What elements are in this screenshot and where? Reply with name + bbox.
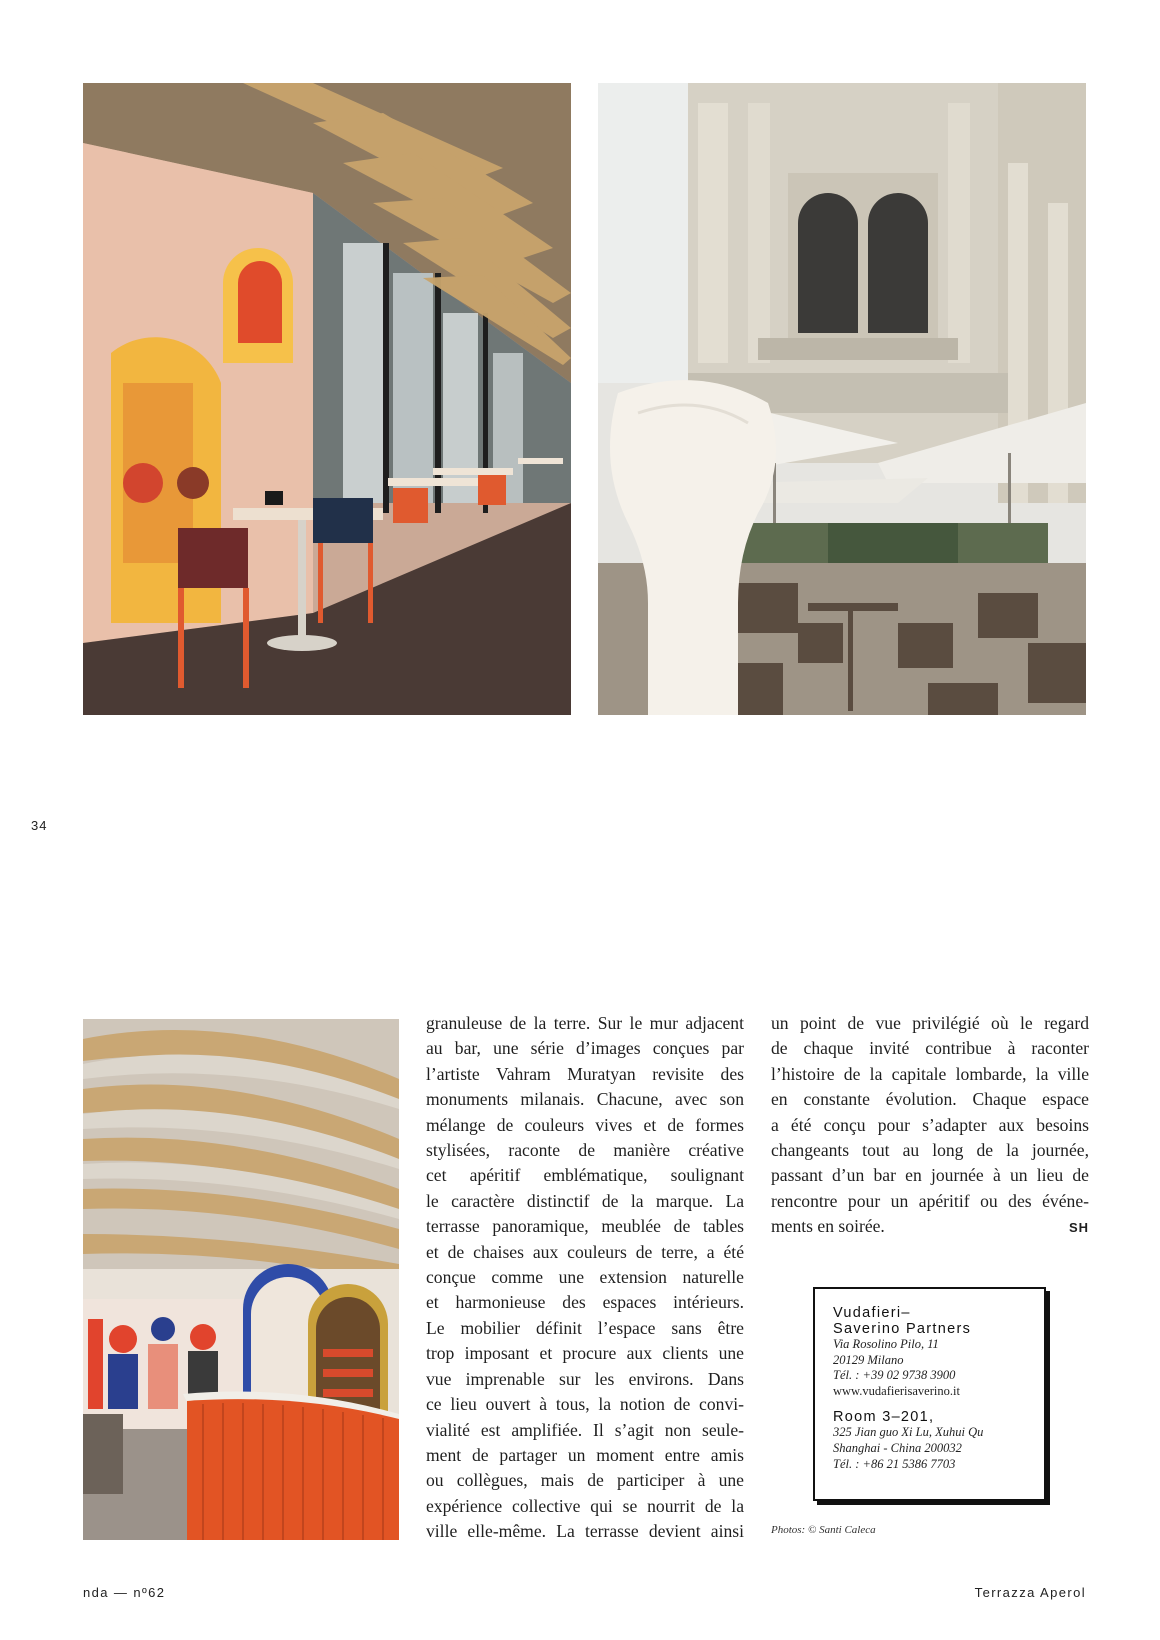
article-line: l’artiste Vahram Muratyan revisite des [426, 1063, 744, 1084]
milan-phone: Tél. : +39 02 9738 3900 [833, 1368, 956, 1383]
article-line: granuleuse de la terre. Sur le mur adjacent [426, 1013, 744, 1033]
article-line: ce lieu ouvert à tous, la notion de convi- [426, 1394, 744, 1415]
bar-counter-photo [83, 1019, 399, 1540]
article-line: rencontre pour un apéritif ou des événe- [771, 1190, 1089, 1211]
rooftop-terrace-photo [598, 83, 1086, 715]
article-line: passant d’un bar en journée à un lieu de [771, 1165, 1089, 1186]
article-line: le caractère distinctif de la marque. La [426, 1190, 744, 1211]
article-line: conçue comme une extension naturelle [426, 1267, 744, 1288]
website-link[interactable]: www.vudafierisaverino.it [833, 1383, 960, 1398]
shanghai-street: 325 Jian guo Xi Lu, Xuhui Qu [833, 1425, 984, 1440]
article-line: un point de vue privilégié où le regard [771, 1013, 1089, 1033]
article-line: l’histoire de la capitale lombarde, la ville [771, 1063, 1089, 1084]
article-line: cet apéritif emblématique, soulignant [426, 1165, 744, 1186]
photo-credit: Photos: © Santi Caleca [771, 1524, 876, 1536]
article-line: mélange de couleurs vives et de formes [426, 1114, 744, 1135]
shanghai-phone: Tél. : +86 21 5386 7703 [833, 1456, 956, 1471]
article-line: Le mobilier définit l’espace sans être [426, 1317, 744, 1338]
article-line: trop imposant et procure aux clients une [426, 1343, 744, 1364]
article-line: de chaque invité contribue à raconter [771, 1038, 1089, 1059]
shanghai-room: Room 3–201, [833, 1409, 935, 1426]
article-line: monuments milanais. Chacune, avec son [426, 1089, 744, 1110]
article-line: vue imprenable sur les environs. Dans [426, 1368, 744, 1389]
article-column-1 [426, 1011, 744, 1545]
milan-street: Via Rosolino Pilo, 11 [833, 1337, 939, 1351]
article-line: terrasse panoramique, meublée de tables [426, 1216, 744, 1237]
author-signature: SH [1068, 1220, 1089, 1236]
article-line: au bar, une série d’images conçues par [426, 1038, 744, 1059]
article-line: ou collègues, mais de participer à une [426, 1470, 744, 1491]
firm-name-line-2: Saverino Partners [833, 1321, 972, 1337]
milan-city: 20129 Milano [833, 1352, 904, 1367]
article-column-2 [771, 1011, 1089, 1241]
article-line: expérience collective qui se nourrit de la [426, 1495, 744, 1516]
article-closing-row [771, 1214, 1089, 1240]
article-line: et de chaises aux couleurs de terre, a été [426, 1241, 744, 1262]
restaurant-interior-photo [83, 83, 571, 715]
article-line: a été conçu pour s’adapter aux besoins [771, 1114, 1089, 1135]
firm-name-line-1: Vudafieri– [833, 1305, 911, 1321]
architect-address-box [813, 1287, 1046, 1501]
article-line: stylisées, raconte de manière créative [426, 1140, 744, 1161]
article-line: changeants tout au long de la journée, [771, 1140, 1089, 1161]
footer-section-title: Terrazza Aperol [974, 1585, 1086, 1600]
page-number: 34 [31, 818, 48, 833]
article-line: ville elle-même. La terrasse devient ainsi [426, 1521, 744, 1542]
article-line: ment de partager un moment entre amis [426, 1444, 744, 1465]
article-line: et harmonieuse des espaces intérieurs. [426, 1292, 744, 1313]
article-line: ments en soirée. [771, 1216, 885, 1237]
footer-magazine-issue: nda — nº62 [83, 1585, 166, 1600]
article-line: en constante évolution. Chaque espace [771, 1089, 1089, 1110]
article-line: vialité est amplifiée. Il s’agit non seule- [426, 1419, 744, 1440]
shanghai-city: Shanghai - China 200032 [833, 1440, 962, 1455]
